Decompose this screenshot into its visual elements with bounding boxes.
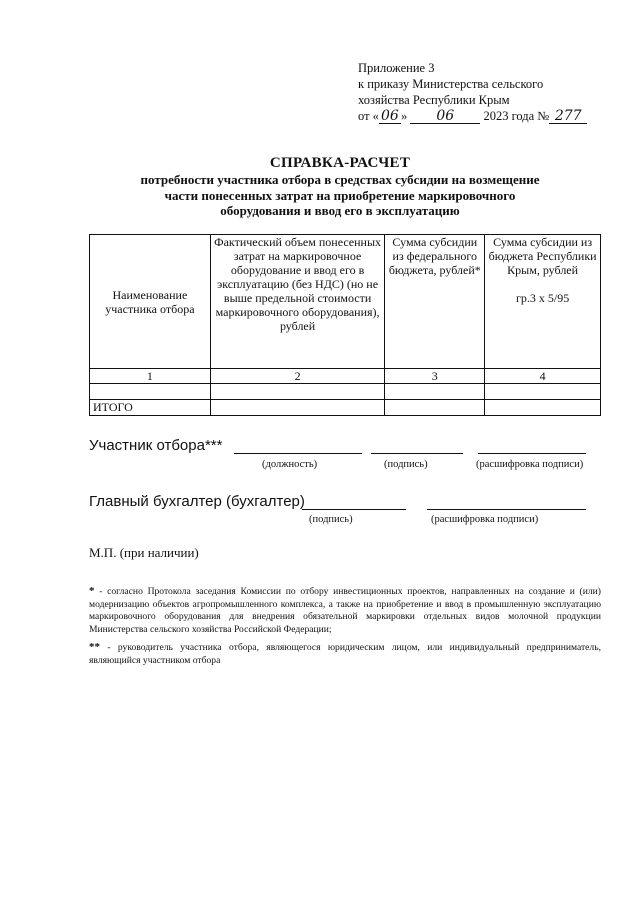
appendix-header: [358, 60, 628, 124]
subtitle-line-1: потребности участника отбора в средствах субсидии на возмещение: [140, 172, 540, 187]
footnote-1-text: - согласно Протокола заседания Комиссии по отбору инвестиционных проектов, направленных на создание и (или) модернизацию объектов агропромышленного комплекса, а также на приобретение и ввод в промышленную эксплуатацию маркировочного оборудования для внедрения обязательной маркировки отдельных видов молочной продукции Министерства сельского хозяйства Российской Федерации;: [89, 586, 601, 635]
accountant-caption-name: (расшифровка подписи): [431, 514, 539, 525]
table-header-row: [90, 235, 601, 369]
appendix-date-line: [358, 108, 628, 124]
document-title: СПРАВКА-РАСЧЕТ: [269, 155, 411, 171]
accountant-name-line: [427, 509, 586, 510]
subtitle-line-2: части понесенных затрат на приобретение маркировочного: [164, 187, 516, 203]
col-number-4: 4: [485, 369, 601, 384]
total-cell: [385, 400, 485, 416]
caption-position: (должность): [262, 459, 318, 470]
total-label: ИТОГО: [90, 400, 211, 416]
empty-cell: [90, 384, 211, 400]
header-regional-subsidy: [485, 235, 601, 369]
caption-signature: (подпись): [384, 459, 428, 470]
date-quote-close: »: [400, 109, 408, 123]
accountant-label: Главный бухгалтер (бухгалтер): [89, 493, 305, 510]
header-regional-subsidy-text: Сумма субсидии из бюджета Республики Крым, рублей: [488, 235, 597, 277]
participant-name-line: [478, 453, 586, 454]
table-number-row: [90, 369, 601, 384]
date-prefix: от «: [358, 109, 379, 123]
footnote-2-mark: **: [89, 641, 100, 653]
empty-cell: [385, 384, 485, 400]
participant-signature-line: [371, 453, 463, 454]
empty-cell: [485, 384, 601, 400]
document-subtitle: [100, 172, 580, 219]
date-year-text: 2023 года №: [483, 109, 550, 123]
table-empty-row: [90, 384, 601, 400]
footnote-2-text: - руководитель участника отбора, являющегося юридическим лицом, или индивидуальный предприниматель, являющийся участником отбора: [89, 642, 601, 666]
accountant-signature-line: [302, 509, 406, 510]
col-number-3: 3: [385, 369, 485, 384]
stamp-placeholder: М.П. (при наличии): [89, 545, 199, 560]
col-number-2: 2: [210, 369, 385, 384]
appendix-line-2: к приказу Министерства сельского: [358, 77, 544, 91]
handwritten-day: 06: [379, 109, 401, 124]
header-participant-name: Наименование участника отбора: [90, 235, 211, 369]
header-regional-formula: гр.3 х 5/95: [515, 291, 570, 305]
accountant-caption-signature: (подпись): [309, 514, 353, 525]
header-actual-costs: Фактический объем понесенных затрат на маркировочное оборудование и ввод его в эксплуатацию (без НДС) (но не выше предельной стоимости маркировочного оборудования), рублей: [210, 235, 385, 369]
participant-label: Участник отбора***: [89, 437, 223, 454]
empty-cell: [210, 384, 385, 400]
header-federal-subsidy: Сумма субсидии из федерального бюджета, рублей*: [385, 235, 485, 369]
handwritten-order-number: 277: [549, 109, 587, 124]
caption-name: (расшифровка подписи): [476, 459, 584, 470]
total-cell: [210, 400, 385, 416]
calculation-table: [89, 234, 601, 416]
handwritten-month: 06: [410, 109, 480, 124]
footnote-2: [89, 641, 601, 667]
appendix-line-3: хозяйства Республики Крым: [358, 93, 510, 107]
table-total-row: [90, 400, 601, 416]
footnote-1-mark: *: [89, 585, 95, 597]
total-cell: [485, 400, 601, 416]
participant-position-line: [234, 453, 362, 454]
subtitle-line-3: оборудования и ввод его в эксплуатацию: [220, 203, 460, 218]
appendix-line-1: Приложение 3: [358, 61, 435, 75]
footnote-1: [89, 585, 601, 636]
col-number-1: 1: [90, 369, 211, 384]
